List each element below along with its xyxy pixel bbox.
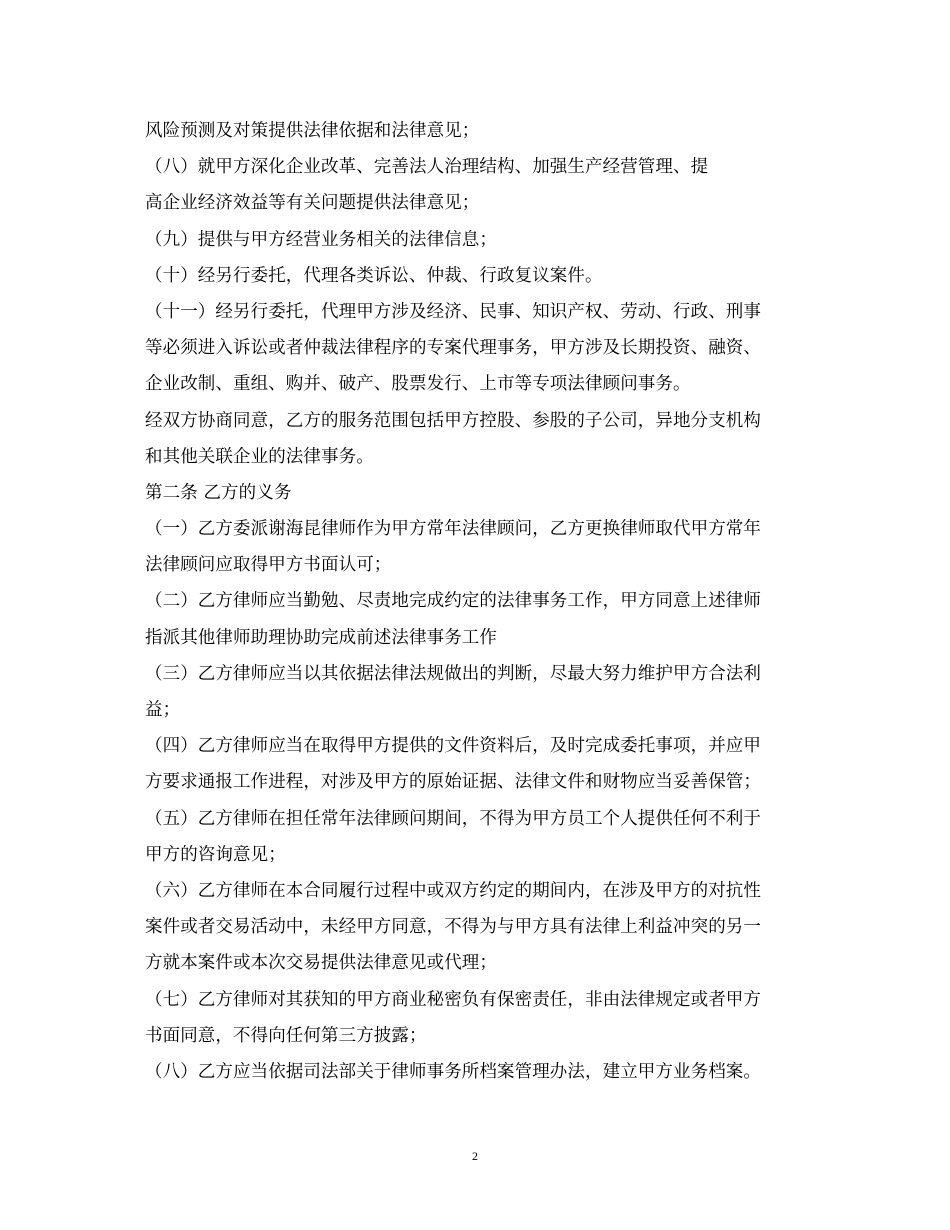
document-body (145, 113, 810, 1090)
text-line: 益； (145, 700, 181, 720)
text-line: （十）经另行委托，代理各类诉讼、仲裁、行政复议案件。 (145, 265, 603, 286)
text-line: 企业改制、重组、购并、破产、股票发行、上市等专项法律顾问事务。 (145, 374, 691, 395)
text-line: （九）提供与甲方经营业务相关的法律信息； (145, 229, 497, 250)
text-line: 风险预测及对策提供法律依据和法律意见； (145, 121, 480, 141)
text-line: （八）乙方应当依据司法部关于律师事务所档案管理办法，建立甲方业务档案。 (145, 1061, 761, 1082)
text-line: （七）乙方律师对其获知的甲方商业秘密负有保密责任，非由法律规定或者甲方 (145, 989, 761, 1010)
text-line: （一）乙方委派谢海昆律师作为甲方常年法律顾问，乙方更换律师取代甲方常年 (145, 519, 761, 540)
text-line: 等必须进入诉讼或者仲裁法律程序的专案代理事务，甲方涉及长期投资、融资、 (145, 338, 761, 359)
text-line: （五）乙方律师在担任常年法律顾问期间，不得为甲方员工个人提供任何不利于 (145, 808, 761, 829)
text-line: 法律顾问应取得甲方书面认可； (145, 555, 392, 576)
text-line: 和其他关联企业的法律事务。 (145, 446, 374, 467)
text-line: 方就本案件或本次交易提供法律意见或代理； (145, 953, 497, 974)
text-line: （八）就甲方深化企业改革、完善法人治理结构、加强生产经营管理、提 (145, 157, 709, 178)
text-line: 案件或者交易活动中，未经甲方同意，不得为与甲方具有法律上利益冲突的另一 (145, 917, 761, 938)
text-line: 指派其他律师助理协助完成前述法律事务工作 (145, 627, 497, 648)
section-heading: 第二条 乙方的义务 (145, 482, 292, 503)
text-line: 甲方的咨询意见； (145, 844, 286, 865)
text-line: 经双方协商同意，乙方的服务范围包括甲方控股、参股的子公司，异地分支机构 (145, 410, 761, 431)
text-line: 高企业经济效益等有关问题提供法律意见； (145, 193, 480, 214)
text-line: （二）乙方律师应当勤勉、尽责地完成约定的法律事务工作，甲方同意上述律师 (145, 591, 761, 612)
text-line: （十一）经另行委托，代理甲方涉及经济、民事、知识产权、劳动、行政、刑事 (145, 301, 761, 322)
text-line: （六）乙方律师在本合同履行过程中或双方约定的期间内，在涉及甲方的对抗性 (145, 880, 761, 901)
text-line: 书面同意，不得向任何第三方披露； (145, 1025, 427, 1046)
page-number: 2 (472, 1149, 478, 1163)
text-line: （四）乙方律师应当在取得甲方提供的文件资料后，及时完成委托事项，并应甲 (145, 736, 761, 757)
text-line: 方要求通报工作进程，对涉及甲方的原始证据、法律文件和财物应当妥善保管； (145, 772, 761, 793)
text-line: （三）乙方律师应当以其依据法律法规做出的判断，尽最大努力维护甲方合法利 (145, 663, 761, 684)
